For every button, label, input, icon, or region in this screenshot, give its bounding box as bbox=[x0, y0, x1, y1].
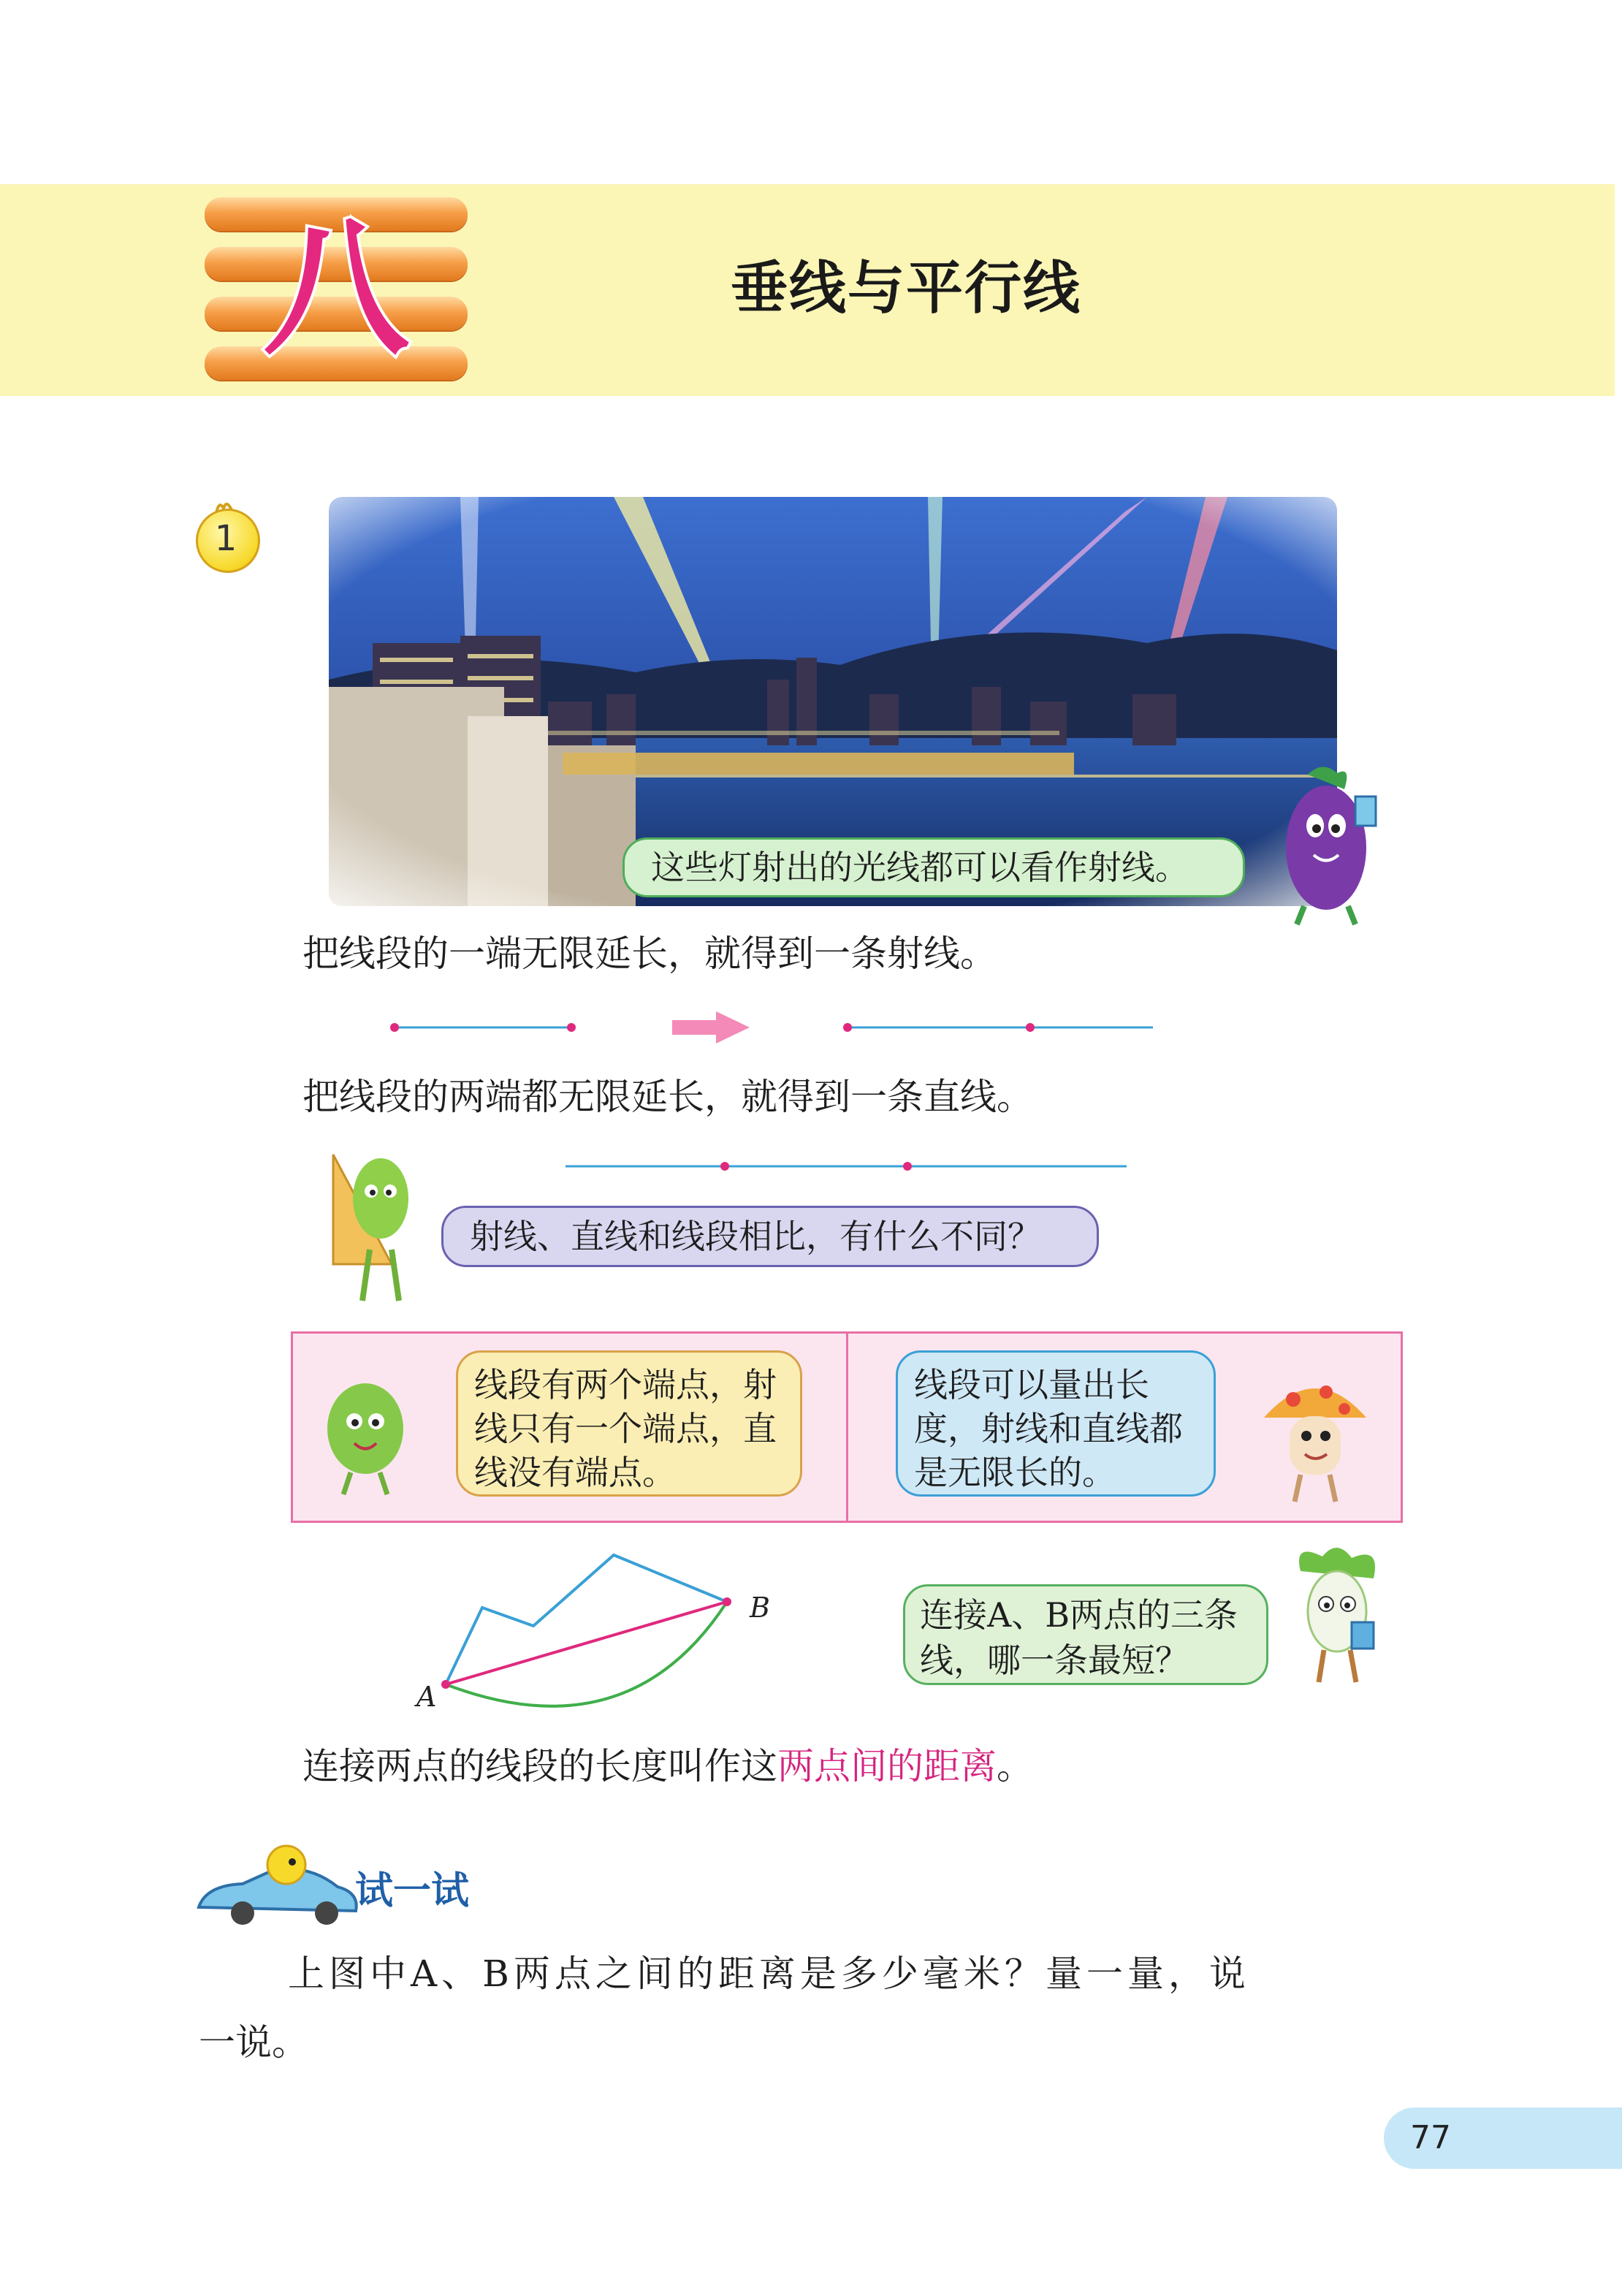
arrow-right-icon bbox=[672, 1011, 750, 1044]
distance-term-highlight: 两点间的距离 bbox=[777, 1745, 997, 1787]
try-it-question-line1: 上图中A、B两点之间的距离是多少毫米？量一量，说 bbox=[288, 1953, 1250, 1995]
cabbage-speech-bubble: 连接A、B两点的三条线，哪一条最短？ bbox=[903, 1584, 1268, 1685]
distance-definition: 连接两点的线段的长度叫作这两点间的距离。 bbox=[302, 1745, 1033, 1787]
eggplant-character bbox=[1271, 760, 1381, 928]
bean-character bbox=[314, 1374, 416, 1498]
line-definition: 把线段的两端都无限延长，就得到一条直线。 bbox=[302, 1076, 1033, 1118]
ray-definition: 把线段的一端无限延长，就得到一条射线。 bbox=[302, 932, 997, 975]
try-it-title: 试一试 bbox=[355, 1869, 470, 1913]
car-character-icon bbox=[191, 1841, 367, 1929]
line-figure bbox=[563, 1153, 1132, 1182]
chapter-number-badge bbox=[205, 191, 468, 389]
three-paths-diagram bbox=[438, 1542, 818, 1717]
eggplant-speech-bubble: 这些灯射出的光线都可以看作射线。 bbox=[622, 837, 1245, 897]
mushroom-character bbox=[1257, 1366, 1374, 1505]
point-b-label: B bbox=[750, 1592, 770, 1624]
chapter-number: 八 bbox=[262, 205, 409, 375]
comparison-divider bbox=[846, 1331, 848, 1523]
example-number: 1 bbox=[214, 518, 237, 559]
ruler-character bbox=[319, 1140, 428, 1308]
example-number-badge bbox=[191, 498, 259, 571]
point-a-label: A bbox=[416, 1681, 437, 1713]
try-it-question-line2: 一说。 bbox=[199, 2021, 308, 2064]
question-speech-bubble: 射线、直线和线段相比，有什么不同？ bbox=[441, 1206, 1099, 1267]
chapter-title: 垂线与平行线 bbox=[731, 256, 1082, 322]
page-number: 77 bbox=[1410, 2119, 1451, 2156]
mushroom-speech-bubble: 线段可以量出长度，射线和直线都是无限长的。 bbox=[896, 1350, 1216, 1497]
segment-to-ray-figure bbox=[380, 1008, 1154, 1052]
cabbage-character bbox=[1279, 1542, 1396, 1688]
bean-speech-bubble: 线段有两个端点，射线只有一个端点，直线没有端点。 bbox=[456, 1350, 802, 1497]
